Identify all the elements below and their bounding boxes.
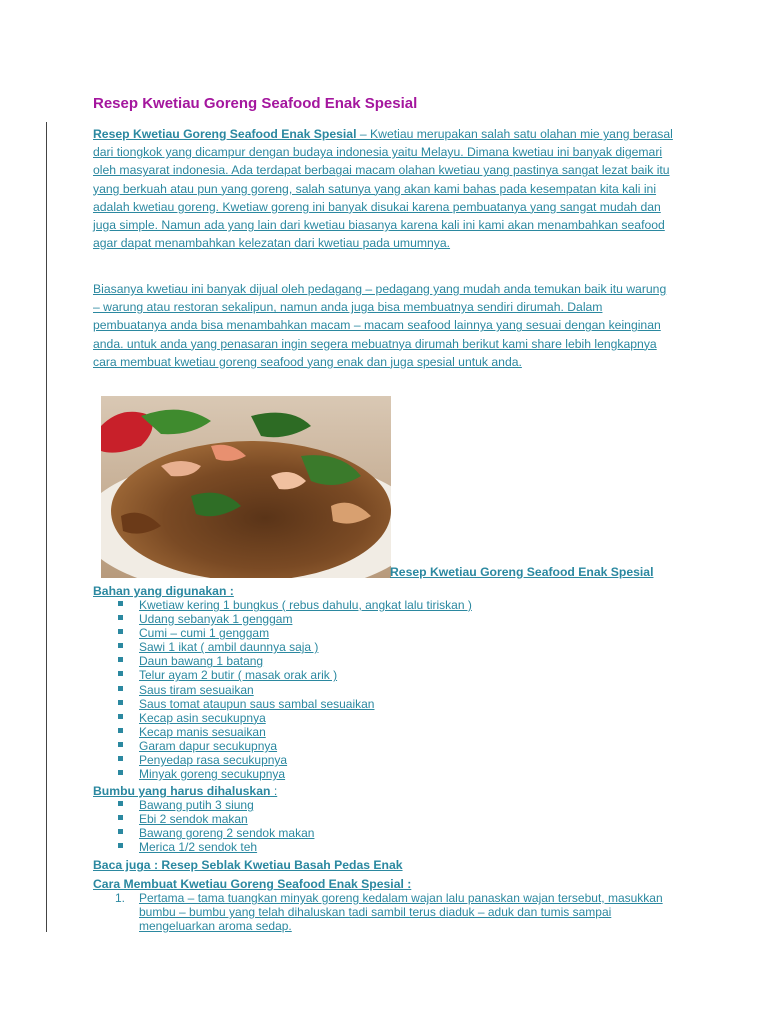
image-caption-link[interactable]: Resep Kwetiau Goreng Seafood Enak Spesial xyxy=(390,565,654,579)
bullet-icon xyxy=(118,601,123,606)
list-item-text: Minyak goreng secukupnya xyxy=(139,767,286,782)
list-item-text: Kecap asin secukupnya xyxy=(139,710,266,725)
second-paragraph[interactable]: Biasanya kwetiau ini banyak dijual oleh pedagang – pedagang yang mudah anda temukan baik itu warung – warung atau restoran sekalipun, namun anda juga bisa membuatnya sendiri dirumah. Dalam pembuatanya anda bisa menambahkan macam – macam seafood lainnya yang sesuai dengan keinginan anda. untuk anda yang penasaran ingin segera mebuatnya dirumah berikut kami share lebih lengkapnya cara membuat kwetiau goreng seafood yang enak dan juga spesial untuk anda. xyxy=(93,282,667,369)
list-item-text: Kecap manis sesuaikan xyxy=(139,724,266,739)
bullet-icon xyxy=(118,657,123,662)
bumbu-list xyxy=(93,798,314,854)
bullet-icon xyxy=(118,801,123,806)
bullet-icon xyxy=(118,700,123,705)
list-item-text: Cumi – cumi 1 genggam xyxy=(139,626,270,641)
cara-heading[interactable]: Cara Membuat Kwetiau Goreng Seafood Enak Spesial : xyxy=(93,877,412,891)
bullet-icon xyxy=(118,843,123,848)
intro-paragraph[interactable] xyxy=(93,125,673,252)
page-title: Resep Kwetiau Goreng Seafood Enak Spesial xyxy=(93,95,418,112)
bullet-icon xyxy=(118,815,123,820)
list-item-text: Penyedap rasa secukupnya xyxy=(139,753,288,768)
step-item[interactable] xyxy=(93,891,673,933)
bullet-icon xyxy=(118,686,123,691)
list-item[interactable] xyxy=(93,767,472,781)
bullet-icon xyxy=(118,643,123,648)
list-item[interactable] xyxy=(93,654,472,668)
list-item-text: Saus tomat ataupun saus sambal sesuaikan xyxy=(139,696,375,711)
list-item[interactable] xyxy=(93,711,472,725)
bahan-heading[interactable]: Bahan yang digunakan : xyxy=(93,584,234,598)
bullet-icon xyxy=(118,615,123,620)
bumbu-heading-colon: : xyxy=(270,784,278,798)
list-item-text: Bawang putih 3 siung xyxy=(139,798,254,812)
list-item[interactable] xyxy=(93,753,472,767)
list-item[interactable] xyxy=(93,640,472,654)
list-item[interactable] xyxy=(93,668,472,682)
bullet-icon xyxy=(118,756,123,761)
bumbu-heading-text: Bumbu yang harus dihaluskan xyxy=(93,784,271,798)
intro-text: Kwetiau merupakan salah satu olahan mie yang berasal dari tiongkok yang dicampur dengan budaya indonesia yaitu Melayu. Dimana kwetiau ini banyak digemari oleh masyarat indonesia. Ada terdapat berbagai macam olahan kwetiau yang pastinya sangat lezat baik itu yang berkuah atau pun yang goreng, salah satunya yang akan kami bahas pada kesempatan kita kali ini adalah kwetiau goreng. Kwetiaw goreng ini banyak disukai karena pembuatanya yang sangat mudah dan juga simple. Namun ada yang lain dari kwetiau biasanya karena kali ini kami akan menambahkan seafood agar dapat menambahkan kelezatan dari kwetiau pada umumnya. xyxy=(93,127,673,251)
list-item[interactable] xyxy=(93,598,472,612)
list-item-text: Merica 1/2 sendok teh xyxy=(139,840,258,855)
intro-dash: – xyxy=(356,127,371,141)
bullet-icon xyxy=(118,770,123,775)
list-item[interactable] xyxy=(93,612,472,626)
list-item[interactable] xyxy=(93,725,472,739)
list-item[interactable] xyxy=(93,840,314,854)
step-number: 1. xyxy=(115,891,126,905)
bumbu-heading[interactable] xyxy=(93,784,277,798)
intro-lead-link[interactable]: Resep Kwetiau Goreng Seafood Enak Spesial xyxy=(93,127,357,141)
list-item-text: Daun bawang 1 batang xyxy=(139,654,264,669)
list-item-text: Ebi 2 sendok makan xyxy=(139,812,248,827)
list-item-text: Sawi 1 ikat ( ambil daunnya saja ) xyxy=(139,640,319,655)
bullet-icon xyxy=(118,671,123,676)
list-item[interactable] xyxy=(93,697,472,711)
bullet-icon xyxy=(118,742,123,747)
bullet-icon xyxy=(118,714,123,719)
step-text: Pertama – tama tuangkan minyak goreng kedalam wajan lalu panaskan wajan tersebut, masukkan bumbu – bumbu yang telah dihaluskan tadi sambil terus diaduk – aduk dan tumis sampai mengeluarkan aroma sedap. xyxy=(139,891,663,933)
bullet-icon xyxy=(118,728,123,733)
list-item[interactable] xyxy=(93,626,472,640)
bullet-icon xyxy=(118,829,123,834)
bahan-list xyxy=(93,598,472,781)
kwetiau-food-photo xyxy=(101,396,391,578)
list-item[interactable] xyxy=(93,798,314,812)
list-item[interactable] xyxy=(93,683,472,697)
bullet-icon xyxy=(118,629,123,634)
list-item-text: Telur ayam 2 butir ( masak orak arik ) xyxy=(139,668,338,683)
list-item-text: Udang sebanyak 1 genggam xyxy=(139,612,293,627)
list-item-text: Saus tiram sesuaikan xyxy=(139,682,254,697)
left-margin-rule xyxy=(46,122,47,932)
steps-list xyxy=(93,891,673,933)
list-item-text: Kwetiaw kering 1 bungkus ( rebus dahulu, angkat lalu tiriskan ) xyxy=(139,598,472,612)
list-item-text: Bawang goreng 2 sendok makan xyxy=(139,826,315,841)
baca-juga-link[interactable]: Baca juga : Resep Seblak Kwetiau Basah Pedas Enak xyxy=(93,858,403,872)
list-item[interactable] xyxy=(93,739,472,753)
list-item[interactable] xyxy=(93,812,314,826)
list-item[interactable] xyxy=(93,826,314,840)
list-item-text: Garam dapur secukupnya xyxy=(139,738,278,753)
